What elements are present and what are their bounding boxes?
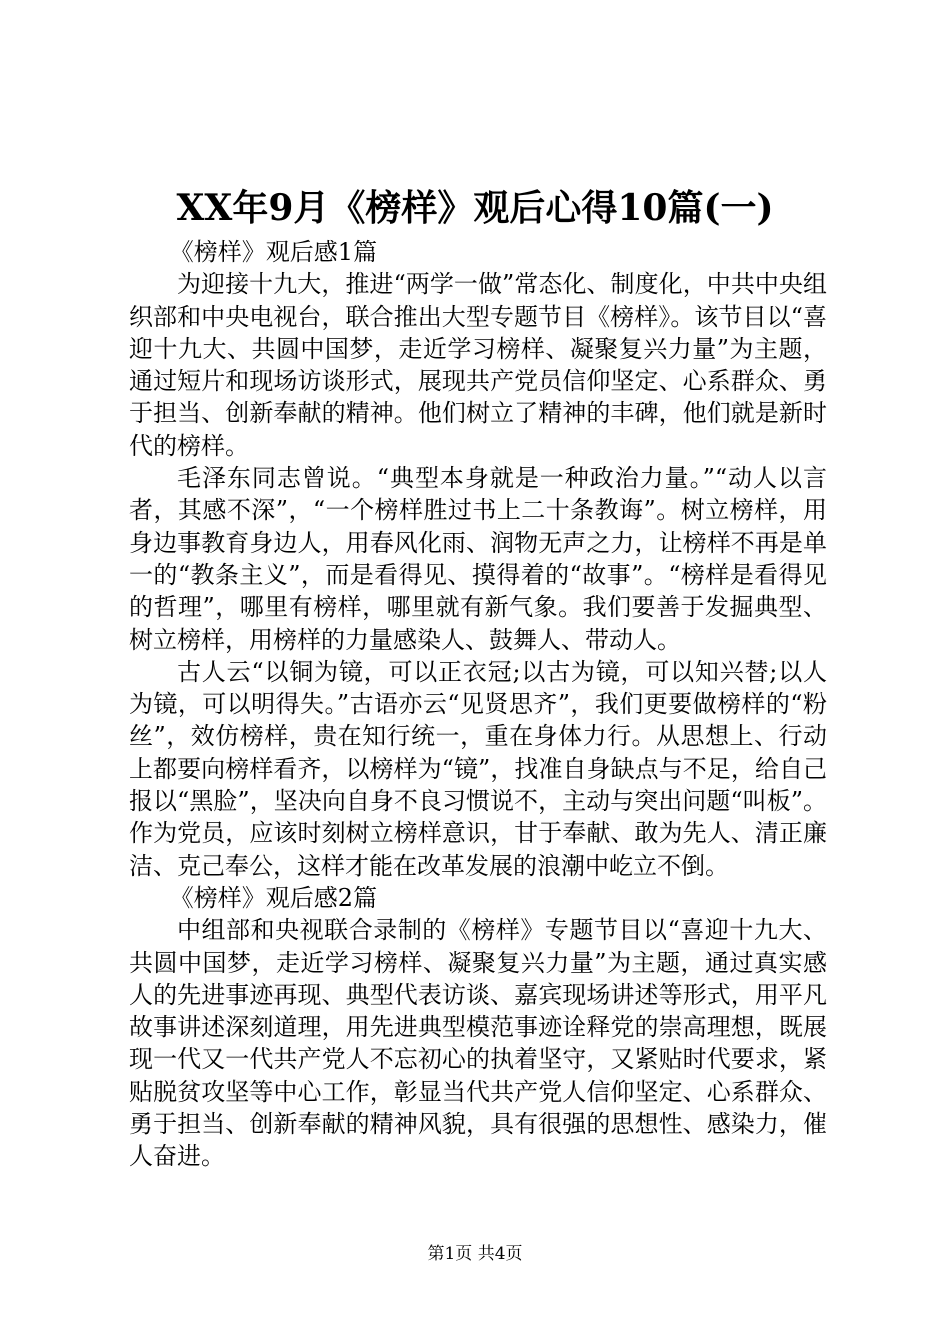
paragraph: 中组部和央视联合录制的《榜样》专题节目以“喜迎十九大、共圆中国梦，走近学习榜样、凝聚复兴力量”为主题，通过真实感人的先进事迹再现、典型代表访谈、嘉宾现场讲述等形式，用平凡故事讲述深刻道理，用先进典型模范事迹诠释党的崇高理想，既展现一代又一代共产党人不忘初心的执着坚守，又紧贴时代要求，紧贴脱贫攻坚等中心工作，彰显当代共产党人信仰坚定、心系群众、勇于担当、创新奉献的精神风貌，具有很强的思想性、感染力，催人奋进。 — [129, 916, 827, 1171]
page-title: XX年9月《榜样》观后心得10篇(一) — [176, 187, 774, 229]
paragraph: 古人云“以铜为镜，可以正衣冠;以古为镜，可以知兴替;以人为镜，可以明得失。”古语亦云“见贤思齐”，我们更要做榜样的“粉丝”，效仿榜样，贵在知行统一，重在身体力行。从思想上、行动上都要向榜样看齐，以榜样为“镜”，找准自身缺点与不足，给自己报以“黑脸”，坚决向自身不良习惯说不，主动与突出问题“叫板”。作为党员，应该时刻树立榜样意识，甘于奉献、敢为先人、清正廉洁、克己奉公，这样才能在改革发展的浪潮中屹立不倒。 — [129, 657, 827, 880]
paragraph: 毛泽东同志曾说。“典型本身就是一种政治力量。”“动人以言者，其感不深”，“一个榜样胜过书上二十条教诲”。树立榜样，用身边事教育身边人，用春风化雨、润物无声之力，让榜样不再是单一的“教条主义”，而是看得见、摸得着的“故事”。“榜样是看得见的哲理”，哪里有榜样，哪里就有新气象。我们要善于发掘典型、树立榜样，用榜样的力量感染人、鼓舞人、带动人。 — [129, 464, 827, 654]
paragraph: 为迎接十九大，推进“两学一做”常态化、制度化，中共中央组织部和中央电视台，联合推出大型专题节目《榜样》。该节目以“喜迎十九大、共圆中国梦，走近学习榜样、凝聚复兴力量”为主题，通过短片和现场访谈形式，展现共产党员信仰坚定、心系群众、勇于担当、创新奉献的精神。他们树立了精神的丰碑，他们就是新时代的榜样。 — [129, 270, 827, 460]
section-heading-1: 《榜样》观后感1篇 — [169, 238, 378, 266]
page-footer: 第1页 共4页 — [427, 1244, 523, 1264]
section-heading-2: 《榜样》观后感2篇 — [169, 883, 378, 912]
document-body — [129, 236, 827, 1173]
